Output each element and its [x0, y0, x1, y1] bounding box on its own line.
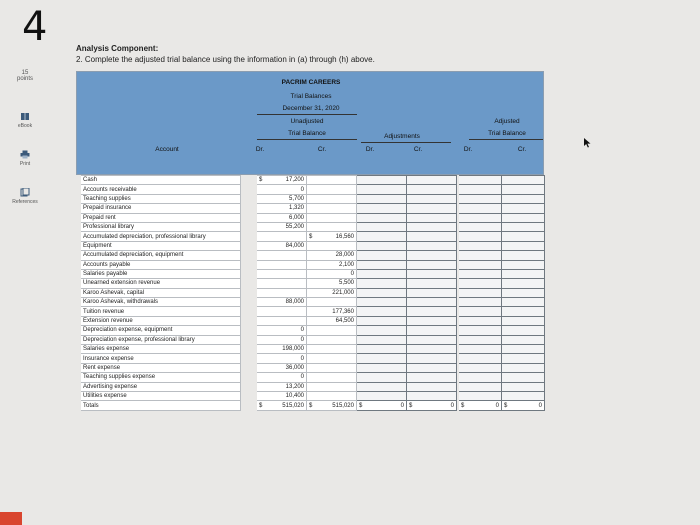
adjusted-cr-input[interactable]	[502, 232, 545, 241]
book-icon	[20, 112, 30, 121]
currency-sign: $	[409, 402, 413, 409]
points-badge	[8, 70, 42, 82]
adjustment-dr-input[interactable]	[357, 176, 407, 185]
adjustment-cr-input[interactable]	[407, 176, 457, 185]
unadjusted-dr-value: 36,000	[285, 365, 304, 371]
unadjusted-dr-cell	[257, 307, 307, 316]
account-row	[77, 345, 545, 354]
account-row	[77, 260, 545, 269]
adjustment-dr-input[interactable]	[357, 213, 407, 222]
unadjusted-dr-cell	[257, 279, 307, 288]
account-row	[77, 307, 545, 316]
adjustment-cr-input[interactable]	[407, 307, 457, 316]
adjustment-dr-input[interactable]	[357, 316, 407, 325]
adjustment-dr-input[interactable]	[357, 345, 407, 354]
currency-sign: $	[461, 402, 465, 409]
unadjusted-cr-cell	[307, 307, 357, 316]
unadjusted-dr-value: 84,000	[285, 242, 304, 249]
account-row	[77, 335, 545, 344]
adjustment-dr-input[interactable]	[357, 298, 407, 307]
adjusted-cr-input[interactable]	[502, 269, 545, 278]
adjustment-cr-input[interactable]	[407, 251, 457, 260]
adjustment-dr-input[interactable]	[357, 354, 407, 363]
ebook-label: eBook	[17, 123, 33, 129]
adjusted-dr-input[interactable]	[459, 307, 502, 316]
statement-title: Trial Balances	[290, 93, 332, 100]
unadjusted-cr-value: 177,360	[332, 308, 354, 315]
currency-sign: $	[259, 177, 263, 184]
ebook-link[interactable]	[8, 112, 42, 129]
account-row	[77, 279, 545, 288]
unadjusted-dr-cell	[257, 373, 307, 382]
adjusted-dr-input[interactable]	[459, 354, 502, 363]
unadjusted-dr-cell	[257, 335, 307, 344]
adjustment-cr-input[interactable]	[407, 288, 457, 297]
currency-sign: $	[359, 402, 363, 409]
adjustments-cr-total	[407, 401, 457, 410]
adjustments-dr-total	[357, 401, 407, 410]
account-row	[77, 373, 545, 382]
unadjusted-cr-cell	[307, 391, 357, 400]
unadjusted-dr-cell	[257, 232, 307, 241]
adjustment-cr-input[interactable]	[407, 373, 457, 382]
account-row	[77, 269, 545, 278]
adjustment-dr-input[interactable]	[357, 373, 407, 382]
unadjusted-dr-cell	[257, 382, 307, 391]
adjustment-cr-input[interactable]	[407, 316, 457, 325]
account-name: Accumulated depreciation, equipment	[81, 251, 241, 260]
adjustment-cr-input[interactable]	[407, 260, 457, 269]
account-name: Professional library	[81, 222, 241, 231]
unadjusted-cr-cell	[307, 335, 357, 344]
unadjusted-cr-cell	[307, 269, 357, 278]
adjustments-dr-header: Dr.	[365, 146, 375, 153]
unadjusted-cr-cell	[307, 185, 357, 194]
unadjusted-cr-total-value: 515,020	[332, 402, 354, 409]
unadjusted-dr-cell	[257, 185, 307, 194]
adjusted-dr-input[interactable]	[459, 204, 502, 213]
adjusted-dr-input[interactable]	[459, 382, 502, 391]
adjusted-dr-input[interactable]	[459, 241, 502, 250]
adjusted-dr-input[interactable]	[459, 345, 502, 354]
unadjusted-dr-cell	[257, 354, 307, 363]
account-row	[77, 298, 545, 307]
unadjusted-dr-value: 88,000	[285, 299, 304, 306]
mouse-pointer-icon	[584, 138, 592, 148]
adjusted-cr-input[interactable]	[502, 298, 545, 307]
adjusted-cr-input[interactable]	[502, 176, 545, 185]
unadjusted-dr-cell	[257, 204, 307, 213]
unadjusted-dr-total-value: 515,020	[282, 402, 304, 409]
account-name: Salaries payable	[81, 269, 241, 278]
unadjusted-dr-value: 17,200	[285, 177, 304, 184]
adjusted-cr-input[interactable]	[502, 260, 545, 269]
account-name: Accumulated depreciation, professional library	[81, 232, 241, 241]
adjusted-dr-input[interactable]	[459, 391, 502, 400]
adjustment-dr-input[interactable]	[357, 288, 407, 297]
worksheet-header-banner	[76, 71, 544, 175]
unadjusted-dr-value: 0	[300, 327, 304, 334]
adjustment-cr-input[interactable]	[407, 382, 457, 391]
adjusted-dr-input[interactable]	[459, 194, 502, 203]
unadjusted-dr-cell	[257, 213, 307, 222]
unadjusted-cr-value: 28,000	[335, 252, 354, 259]
adjusted-dr-input[interactable]	[459, 279, 502, 288]
unadjusted-cr-cell	[307, 176, 357, 185]
adjustment-cr-input[interactable]	[407, 232, 457, 241]
account-row	[77, 354, 545, 363]
adjustment-cr-input[interactable]	[407, 204, 457, 213]
points-label: points	[16, 76, 33, 82]
adjustment-dr-input[interactable]	[357, 222, 407, 231]
adjusted-dr-input[interactable]	[459, 363, 502, 372]
unadjusted-cr-cell	[307, 204, 357, 213]
account-row	[77, 204, 545, 213]
account-name: Accounts receivable	[81, 185, 241, 194]
adjusted-cr-input[interactable]	[502, 222, 545, 231]
adjusted-dr-input[interactable]	[459, 326, 502, 335]
unadjusted-underline	[257, 139, 357, 140]
unadjusted-cr-cell	[307, 194, 357, 203]
account-row	[77, 213, 545, 222]
account-name: Extension revenue	[81, 316, 241, 325]
adjusted-cr-input[interactable]	[502, 185, 545, 194]
adjusted-cr-input[interactable]	[502, 345, 545, 354]
unadjusted-dr-cell	[257, 316, 307, 325]
unadjusted-cr-cell	[307, 251, 357, 260]
unadjusted-cr-cell	[307, 298, 357, 307]
unadjusted-dr-value: 13,200	[285, 383, 304, 390]
adjusted-cr-input[interactable]	[502, 288, 545, 297]
references-label: References	[12, 199, 38, 205]
adjustment-cr-input[interactable]	[407, 298, 457, 307]
unadjusted-cr-cell	[307, 222, 357, 231]
adjustments-cr-total-value: 0	[450, 402, 454, 409]
unadjusted-cr-header: Cr.	[317, 146, 327, 153]
adjusted-cr-input[interactable]	[502, 316, 545, 325]
adjustment-dr-input[interactable]	[357, 269, 407, 278]
red-corner-tab	[0, 512, 22, 525]
adjusted-dr-input[interactable]	[459, 335, 502, 344]
unadjusted-dr-value: 0	[300, 374, 304, 381]
adjustment-dr-input[interactable]	[357, 279, 407, 288]
unadjusted-dr-cell	[257, 260, 307, 269]
adjusted-cr-total	[502, 401, 545, 410]
statement-date: December 31, 2020	[282, 105, 340, 112]
adjusted-cr-input[interactable]	[502, 326, 545, 335]
adjustment-cr-input[interactable]	[407, 354, 457, 363]
account-row	[77, 241, 545, 250]
unadjusted-dr-header: Dr.	[255, 146, 265, 153]
adjusted-dr-input[interactable]	[459, 213, 502, 222]
unadjusted-dr-cell	[257, 251, 307, 260]
printer-icon	[20, 150, 30, 159]
adjustment-dr-input[interactable]	[357, 335, 407, 344]
currency-sign: $	[259, 402, 263, 409]
unadjusted-cr-value: 0	[350, 271, 354, 278]
unadjusted-tb-label: Trial Balance	[288, 130, 326, 137]
unadjusted-cr-value: 16,560	[335, 233, 354, 240]
adjusted-dr-total-value: 0	[495, 402, 499, 409]
adjusted-cr-input[interactable]	[502, 307, 545, 316]
adjusted-dr-input[interactable]	[459, 251, 502, 260]
adjusted-dr-input[interactable]	[459, 232, 502, 241]
unadjusted-cr-cell	[307, 363, 357, 372]
account-name: Teaching supplies expense	[81, 373, 241, 382]
unadjusted-dr-cell	[257, 298, 307, 307]
adjustment-dr-input[interactable]	[357, 382, 407, 391]
account-row	[77, 194, 545, 203]
unadjusted-dr-cell	[257, 194, 307, 203]
adjusted-cr-header: Cr.	[517, 146, 527, 153]
adjusted-cr-input[interactable]	[502, 391, 545, 400]
trial-balance-worksheet	[76, 71, 544, 411]
adjusted-dr-input[interactable]	[459, 176, 502, 185]
adjusted-dr-total	[459, 401, 502, 410]
account-name: Salaries expense	[81, 345, 241, 354]
adjustment-dr-input[interactable]	[357, 232, 407, 241]
unadjusted-label: Unadjusted	[290, 118, 324, 125]
question-instruction: 2. Complete the adjusted trial balance using the information in (a) through (h) above.	[76, 55, 375, 64]
unadjusted-cr-cell	[307, 382, 357, 391]
unadjusted-dr-cell	[257, 288, 307, 297]
account-row	[77, 363, 545, 372]
adjusted-cr-input[interactable]	[502, 279, 545, 288]
unadjusted-cr-value: 221,000	[332, 289, 354, 296]
adjusted-cr-input[interactable]	[502, 213, 545, 222]
account-row	[77, 232, 545, 241]
unadjusted-cr-value: 64,500	[335, 318, 354, 325]
account-name: Rent expense	[81, 363, 241, 372]
adjustment-cr-input[interactable]	[407, 335, 457, 344]
company-name: PACRIM CAREERS	[281, 79, 341, 86]
adjustment-cr-input[interactable]	[407, 222, 457, 231]
unadjusted-dr-value: 10,400	[285, 393, 304, 400]
adjusted-cr-input[interactable]	[502, 251, 545, 260]
adjustment-dr-input[interactable]	[357, 326, 407, 335]
adjustment-cr-input[interactable]	[407, 391, 457, 400]
currency-sign: $	[504, 402, 508, 409]
account-name: Accounts payable	[81, 260, 241, 269]
unadjusted-dr-value: 5,700	[288, 195, 304, 202]
adjustment-dr-input[interactable]	[357, 251, 407, 260]
account-name: Advertising expense	[81, 382, 241, 391]
print-label: Print	[19, 161, 31, 167]
unadjusted-dr-cell	[257, 222, 307, 231]
adjustment-dr-input[interactable]	[357, 185, 407, 194]
account-row	[77, 382, 545, 391]
adjusted-cr-input[interactable]	[502, 194, 545, 203]
account-name: Insurance expense	[81, 354, 241, 363]
adjustment-dr-input[interactable]	[357, 391, 407, 400]
adjustments-cr-header: Cr.	[413, 146, 423, 153]
account-row	[77, 391, 545, 400]
question-heading	[76, 43, 375, 65]
adjustment-dr-input[interactable]	[357, 194, 407, 203]
account-name: Prepaid rent	[81, 213, 241, 222]
unadjusted-dr-value: 0	[300, 355, 304, 362]
adjusted-tb-label: Trial Balance	[488, 130, 526, 137]
adjustments-label: Adjustments	[384, 133, 420, 140]
adjustment-dr-input[interactable]	[357, 241, 407, 250]
unadjusted-dr-value: 198,000	[282, 346, 304, 353]
adjustment-dr-input[interactable]	[357, 260, 407, 269]
unadjusted-dr-value: 0	[300, 336, 304, 343]
unadjusted-cr-cell	[307, 345, 357, 354]
adjusted-dr-input[interactable]	[459, 316, 502, 325]
unadjusted-dr-value: 1,320	[288, 205, 304, 212]
date-underline	[257, 114, 357, 115]
unadjusted-dr-cell	[257, 269, 307, 278]
references-link[interactable]	[8, 188, 42, 205]
account-name: Depreciation expense, professional library	[81, 335, 241, 344]
adjustments-underline	[361, 142, 451, 143]
adjustment-cr-input[interactable]	[407, 363, 457, 372]
unadjusted-cr-cell	[307, 260, 357, 269]
adjusted-cr-input[interactable]	[502, 382, 545, 391]
adjustment-cr-input[interactable]	[407, 185, 457, 194]
unadjusted-dr-total	[257, 401, 307, 410]
points-value: 15	[21, 70, 29, 76]
account-name: Depreciation expense, equipment	[81, 326, 241, 335]
adjusted-label: Adjusted	[494, 118, 520, 125]
adjusted-cr-input[interactable]	[502, 204, 545, 213]
account-row	[77, 316, 545, 325]
adjusted-cr-input[interactable]	[502, 363, 545, 372]
adjustment-cr-input[interactable]	[407, 279, 457, 288]
currency-sign: $	[309, 402, 313, 409]
account-row	[77, 222, 545, 231]
unadjusted-cr-cell	[307, 288, 357, 297]
account-row	[77, 288, 545, 297]
totals-row	[77, 401, 545, 410]
adjustments-dr-total-value: 0	[400, 402, 404, 409]
unadjusted-dr-value: 0	[300, 186, 304, 193]
adjusted-cr-input[interactable]	[502, 335, 545, 344]
account-row	[77, 251, 545, 260]
currency-sign: $	[309, 233, 313, 240]
account-name: Unearned extension revenue	[81, 279, 241, 288]
account-name: Utilities expense	[81, 391, 241, 400]
unadjusted-cr-cell	[307, 279, 357, 288]
adjustment-cr-input[interactable]	[407, 345, 457, 354]
adjusted-cr-input[interactable]	[502, 373, 545, 382]
adjusted-dr-input[interactable]	[459, 260, 502, 269]
adjusted-cr-input[interactable]	[502, 241, 545, 250]
unadjusted-dr-cell	[257, 176, 307, 185]
adjusted-dr-header: Dr.	[463, 146, 473, 153]
adjustment-cr-input[interactable]	[407, 241, 457, 250]
unadjusted-dr-cell	[257, 391, 307, 400]
unadjusted-cr-cell	[307, 326, 357, 335]
account-row	[77, 176, 545, 185]
adjustment-dr-input[interactable]	[357, 363, 407, 372]
unadjusted-cr-cell	[307, 316, 357, 325]
unadjusted-cr-cell	[307, 241, 357, 250]
print-link[interactable]	[8, 150, 42, 167]
unadjusted-cr-cell	[307, 213, 357, 222]
question-number: 4	[22, 4, 48, 50]
unadjusted-cr-cell	[307, 354, 357, 363]
adjustment-cr-input[interactable]	[407, 194, 457, 203]
adjustment-cr-input[interactable]	[407, 213, 457, 222]
analysis-title: Analysis Component:	[76, 44, 159, 53]
adjusted-cr-total-value: 0	[538, 402, 542, 409]
unadjusted-dr-value: 6,000	[288, 214, 304, 221]
account-row	[77, 326, 545, 335]
adjusted-dr-input[interactable]	[459, 222, 502, 231]
unadjusted-cr-value: 2,100	[338, 261, 354, 268]
unadjusted-cr-cell	[307, 232, 357, 241]
unadjusted-dr-cell	[257, 241, 307, 250]
account-name: Tuition revenue	[81, 307, 241, 316]
unadjusted-dr-cell	[257, 345, 307, 354]
adjustment-dr-input[interactable]	[357, 204, 407, 213]
adjustment-dr-input[interactable]	[357, 307, 407, 316]
account-name: Karoo Ashevak, capital	[81, 288, 241, 297]
unadjusted-cr-value: 5,500	[338, 280, 354, 287]
unadjusted-dr-cell	[257, 326, 307, 335]
unadjusted-cr-total	[307, 401, 357, 410]
account-name: Cash	[81, 176, 241, 185]
references-icon	[20, 188, 30, 197]
adjusted-cr-input[interactable]	[502, 354, 545, 363]
account-name: Teaching supplies	[81, 194, 241, 203]
unadjusted-dr-value: 55,200	[285, 224, 304, 231]
adjusted-dr-input[interactable]	[459, 269, 502, 278]
adjustment-cr-input[interactable]	[407, 326, 457, 335]
unadjusted-cr-cell	[307, 373, 357, 382]
account-name: Karoo Ashevak, withdrawals	[81, 298, 241, 307]
account-name: Equipment	[81, 241, 241, 250]
adjusted-underline	[469, 139, 543, 140]
totals-label: Totals	[81, 401, 241, 410]
trial-balance-grid	[76, 175, 545, 411]
adjusted-dr-input[interactable]	[459, 373, 502, 382]
adjusted-dr-input[interactable]	[459, 298, 502, 307]
adjusted-dr-input[interactable]	[459, 288, 502, 297]
adjusted-dr-input[interactable]	[459, 185, 502, 194]
unadjusted-dr-cell	[257, 363, 307, 372]
adjustment-cr-input[interactable]	[407, 269, 457, 278]
account-name: Prepaid insurance	[81, 204, 241, 213]
account-row	[77, 185, 545, 194]
account-column-header: Account	[155, 146, 179, 153]
